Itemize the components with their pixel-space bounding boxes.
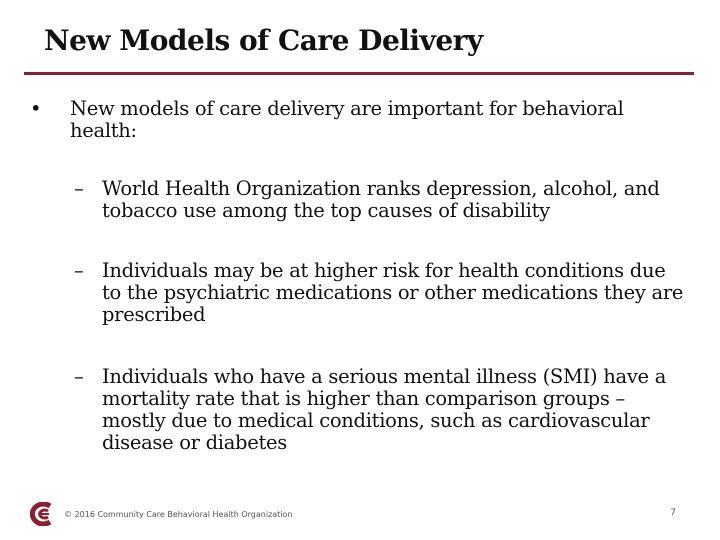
slide-title: New Models of Care Delivery bbox=[44, 24, 483, 57]
sub-bullet-mark: – bbox=[74, 259, 84, 282]
sub-bullet-text: Individuals may be at higher risk for health conditions due to the psychiatric medications or other medications they are prescribed bbox=[102, 259, 684, 326]
sub-bullet-mark: – bbox=[74, 177, 84, 200]
bullet-mark: • bbox=[30, 97, 42, 120]
sub-bullet bbox=[74, 366, 690, 454]
footer-copyright: © 2016 Community Care Behavioral Health Organization bbox=[64, 510, 293, 519]
page-number: 7 bbox=[670, 508, 676, 518]
sub-bullet bbox=[74, 178, 690, 222]
main-bullet-text: New models of care delivery are important for behavioral health: bbox=[70, 97, 624, 142]
main-bullet bbox=[30, 98, 690, 142]
sub-bullet-mark: – bbox=[74, 365, 84, 388]
sub-bullet bbox=[74, 260, 690, 326]
sub-bullet-text: Individuals who have a serious mental illness (SMI) have a mortality rate that is higher than comparison groups – mostly due to medical conditions, such as cardiovascular disease or diabetes bbox=[102, 365, 667, 454]
sub-bullet-text: World Health Organization ranks depression, alcohol, and tobacco use among the top causes of disability bbox=[102, 177, 660, 222]
community-care-logo-icon bbox=[28, 502, 56, 526]
title-divider bbox=[24, 72, 694, 75]
